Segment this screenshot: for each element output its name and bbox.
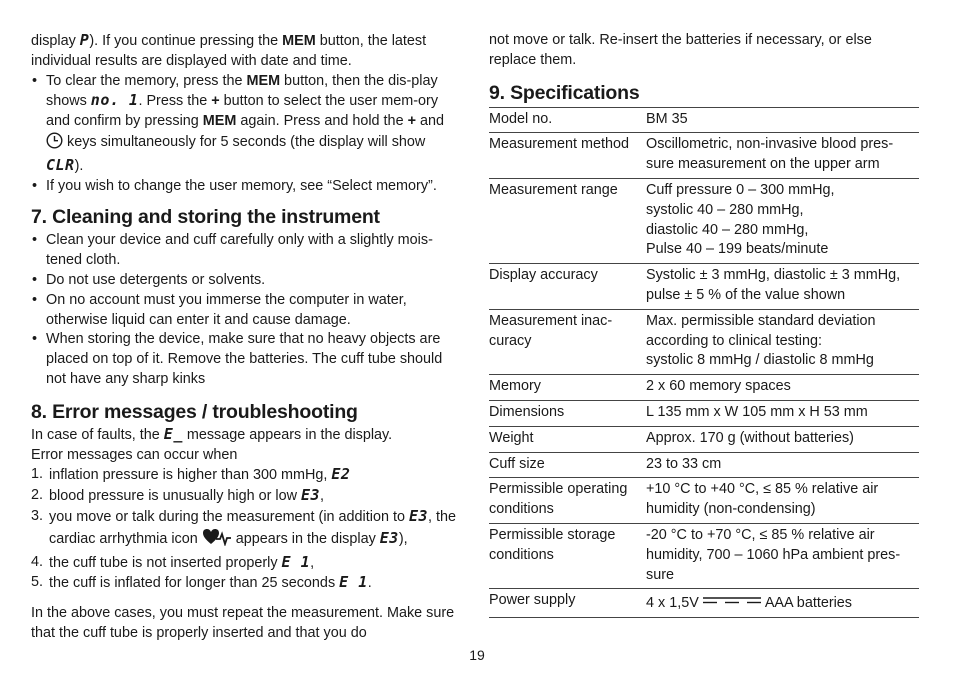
spec-key: Cuff size <box>489 452 646 478</box>
spec-row <box>489 523 919 588</box>
text: button, then the dis-play shows <box>46 72 438 110</box>
display-e1-glyph: E 1 <box>281 552 311 571</box>
spec-row <box>489 426 919 452</box>
spec-key: Display accuracy <box>489 264 646 310</box>
spec-value: BM 35 <box>646 107 919 133</box>
item-number: 4. <box>31 553 44 570</box>
cleaning-bullet-3: • On no account must you immerse the computer in water, otherwise liquid can enter it and cause damage. <box>31 291 464 331</box>
section-9-heading: 9. Specifications <box>489 81 640 104</box>
spec-key: Permissible storage conditions <box>489 523 646 588</box>
spec-key: Weight <box>489 426 646 452</box>
item-number: 1. <box>31 466 44 483</box>
arrhythmia-heart-icon <box>202 528 232 553</box>
left-column <box>31 31 464 644</box>
section-7-heading: 7. Cleaning and storing the instrument <box>31 206 380 229</box>
display-no1-glyph: no. 1 <box>90 91 139 110</box>
text: ). <box>74 157 84 174</box>
display-e2-glyph: E2 <box>331 465 351 484</box>
display-e3-glyph: E3 <box>300 486 321 505</box>
text: , the cardiac arrhythmia icon <box>49 508 457 547</box>
clear-memory-bullet <box>31 72 464 177</box>
spec-value: 23 to 33 cm <box>646 452 919 478</box>
text: blood pressure is unusually high or low <box>49 488 301 505</box>
specifications-table <box>489 107 919 619</box>
dc-symbol-icon <box>703 591 761 611</box>
error-intro-2: Error messages can occur when <box>31 446 238 463</box>
spec-key: Power supply <box>489 589 646 618</box>
text: 4 x 1,5V <box>646 595 699 612</box>
display-clr-glyph: CLR <box>46 155 75 174</box>
text: the cuff tube is not inserted properly <box>49 554 282 571</box>
spec-key: Memory <box>489 375 646 401</box>
change-memory-bullet: • If you wish to change the user memory, see “Select memory”. <box>31 177 464 197</box>
cleaning-bullet-4: • When storing the device, make sure that no heavy objects are placed on top of it. Remove the batteries. The cuff tube should not have any sharp kinks <box>31 330 464 389</box>
text: keys simultaneously for 5 seconds (the display will show <box>63 133 426 150</box>
display-e3-glyph: E3 <box>408 506 429 525</box>
spec-value: Approx. 170 g (without batteries) <box>646 426 919 452</box>
text: display <box>31 33 80 49</box>
cleaning-bullet-1: • Clean your device and cuff carefully only with a slightly mois-tened cloth. <box>31 231 464 271</box>
text: AAA batteries <box>764 595 853 612</box>
error-outro: In the above cases, you must repeat the measurement. Make sure that the cuff tube is properly inserted and that you do <box>31 605 455 641</box>
display-e-glyph: E_ <box>163 424 183 443</box>
continued-text: not move or talk. Re-insert the batteries if necessary, or else replace them. <box>489 32 872 68</box>
page-number: 19 <box>469 647 485 663</box>
plus-button-label: + <box>407 113 416 130</box>
spec-row <box>489 478 919 524</box>
spec-row-power <box>489 589 919 618</box>
text: , <box>320 488 325 505</box>
error-item-3 <box>31 507 464 553</box>
text: the cuff is inflated for longer than 25 seconds <box>49 575 340 592</box>
item-number: 2. <box>31 487 44 504</box>
clock-icon <box>46 132 63 156</box>
section-8-heading: 8. Error messages / troubleshooting <box>31 400 358 423</box>
display-e1-glyph: E 1 <box>339 573 368 592</box>
text: ), <box>398 530 408 547</box>
display-e3-glyph: E3 <box>379 528 399 547</box>
spec-value: 2 x 60 memory spaces <box>646 375 919 401</box>
spec-row <box>489 375 919 401</box>
mem-button-label: MEM <box>246 72 281 89</box>
spec-key: Model no. <box>489 107 646 133</box>
spec-value: L 135 mm x W 105 mm x H 53 mm <box>646 400 919 426</box>
error-intro <box>31 425 464 446</box>
text: appears in the display <box>231 530 380 547</box>
spec-key: Measurement range <box>489 178 646 263</box>
spec-row <box>489 178 919 263</box>
text: . <box>367 575 372 592</box>
text: , <box>310 554 315 571</box>
text: inflation pressure is higher than 300 mmHg, <box>49 467 332 484</box>
text: . Press the <box>138 93 212 110</box>
spec-key: Dimensions <box>489 400 646 426</box>
spec-key: Measurement method <box>489 133 646 179</box>
error-item-5 <box>31 573 464 594</box>
spec-value: +10 °C to +40 °C, ≤ 85 % relative air humidity (non-condensing) <box>646 478 919 524</box>
mem-button-label: MEM <box>282 33 316 49</box>
text: ). If you continue pressing the <box>89 33 283 49</box>
text: you move or talk during the measurement (in addition to <box>49 508 409 525</box>
text: again. Press and hold the <box>236 113 408 130</box>
spec-value: Systolic ± 3 mmHg, diastolic ± 3 mmHg, pulse ± 5 % of the value shown <box>646 264 919 310</box>
spec-row <box>489 309 919 374</box>
spec-row <box>489 400 919 426</box>
item-number: 5. <box>31 574 44 591</box>
spec-row <box>489 264 919 310</box>
text: button, the latest individual results are displayed with date and time. <box>31 33 427 69</box>
spec-value: Max. permissible standard deviation according to clinical testing: systolic 8 mmHg / diastolic 8 mmHg <box>646 309 919 374</box>
text: To clear the memory, press the <box>46 72 247 89</box>
mem-button-label: MEM <box>202 113 237 130</box>
text: In case of faults, the <box>31 426 164 443</box>
spec-value: Cuff pressure 0 – 300 mmHg, systolic 40 – 280 mmHg, diastolic 40 – 280 mmHg, Pulse 40 – 199 beats/minute <box>646 178 919 263</box>
text: message appears in the display. <box>182 426 393 443</box>
display-p-glyph: P <box>79 31 90 49</box>
error-item-1 <box>31 465 464 486</box>
item-number: 3. <box>31 507 44 524</box>
spec-value: -20 °C to +70 °C, ≤ 85 % relative air humidity, 700 – 1060 hPa ambient pres-sure <box>646 523 919 588</box>
spec-row <box>489 452 919 478</box>
spec-key: Permissible operating conditions <box>489 478 646 524</box>
error-item-4 <box>31 553 464 574</box>
spec-key: Measurement inac-curacy <box>489 309 646 374</box>
text: and <box>415 113 444 130</box>
spec-value <box>646 589 919 618</box>
error-item-2 <box>31 486 464 507</box>
memory-intro <box>31 31 464 72</box>
spec-row <box>489 133 919 179</box>
text: button to select the user mem-ory and confirm by pressing <box>46 93 439 130</box>
cleaning-bullet-2: • Do not use detergents or solvents. <box>31 271 464 291</box>
right-column <box>489 31 919 618</box>
spec-value: Oscillometric, non-invasive blood pres-sure measurement on the upper arm <box>646 133 919 179</box>
plus-button-label: + <box>211 93 220 110</box>
spec-row <box>489 107 919 133</box>
